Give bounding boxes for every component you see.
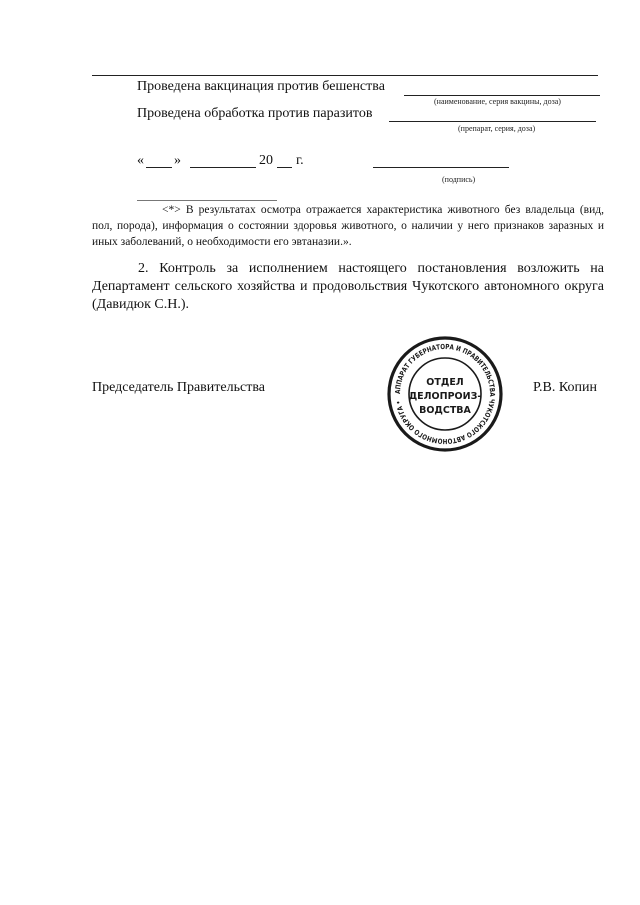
date-year-line (277, 167, 292, 168)
parasite-caption: (препарат, серия, доза) (458, 124, 536, 133)
footnote-text: <*> В результатах осмотра отражается характеристика животного без владельца (вид, пол, порода), информация о состоянии здоровья животного, о наличии у него признаков заразных и иных заболеваний, о необходимости его эвтаназии.». (92, 204, 604, 248)
seal-line-1: ОТДЕЛ (426, 377, 464, 388)
chairman-name: Р.В. Копин (533, 380, 597, 395)
footnote-separator (137, 200, 277, 201)
control-paragraph: 2. Контроль за исполнением настоящего постановления возложить на Департамент сельского хозяйства и продовольствия Чукотского автономного округа (Давидюк С.Н.). (92, 261, 604, 312)
date-month-line (190, 167, 256, 168)
date-year-prefix: 20 (259, 153, 273, 168)
signature-line (373, 167, 509, 168)
date-close-quote: » (174, 153, 181, 168)
vaccination-caption: (наименование, серия вакцины, доза) (434, 97, 561, 106)
vaccination-label: Проведена вакцинация против бешенства (137, 79, 385, 94)
seal-ring-text: АППАРАТ ГУБЕРНАТОРА И ПРАВИТЕЛЬСТВА ЧУКОТСКОГО АВТОНОМНОГО ОКРУГА • (393, 342, 497, 446)
seal-line-3: ВОДСТВА (419, 405, 471, 416)
signature-caption: (подпись) (442, 175, 476, 184)
parasite-line (389, 121, 596, 122)
seal-line-2: ДЕЛОПРОИЗ- (408, 391, 482, 402)
top-rule (92, 75, 598, 76)
chairman-title: Председатель Правительства (92, 380, 265, 395)
date-year-suffix: г. (296, 153, 304, 168)
date-day-line (146, 167, 172, 168)
date-open-quote: « (137, 153, 144, 168)
parasite-label: Проведена обработка против паразитов (137, 106, 373, 121)
official-seal-stamp (386, 335, 504, 453)
vaccination-line (404, 95, 600, 96)
